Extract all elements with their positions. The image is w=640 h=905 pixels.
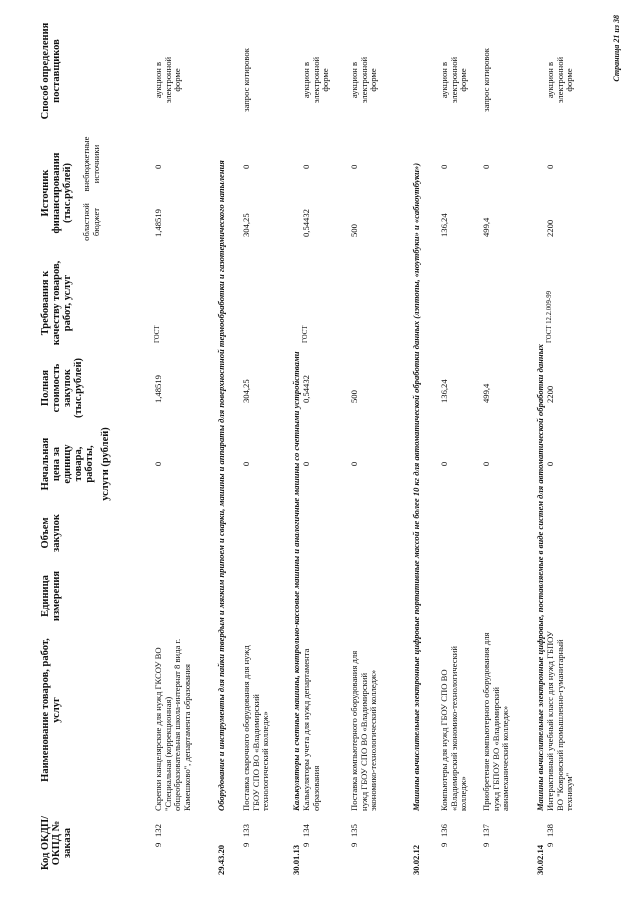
item-total: 0,54432 xyxy=(301,375,311,403)
item-regional: 499,4 xyxy=(481,217,491,237)
item-name: Приобретение компьютерного оборудования для нужд ГБПОУ ВО «Владимирский авиамеханический колледж» xyxy=(481,632,511,811)
order-group: 9 xyxy=(349,842,359,847)
item-method: аукцион в электронной форме xyxy=(301,56,331,104)
item-regional: 304,25 xyxy=(241,213,251,237)
item-total: 500 xyxy=(349,390,359,403)
section-name: Машины вычислительные электронные цифровые портативные массой не более 10 кг для автоматической обработки данных (лэптопы, «ноутбуки» и «сабноутбуки») xyxy=(411,162,421,811)
item-method: аукцион в электронной форме xyxy=(153,56,183,104)
order-group: 9 xyxy=(481,842,491,847)
item-price: 0 xyxy=(481,461,491,467)
item-extra: 0 xyxy=(545,164,555,169)
order-group: 9 xyxy=(439,842,449,847)
header-funding-extra: внебюджетные источники xyxy=(81,136,101,192)
header-funding-regional: областной бюджет xyxy=(81,203,101,241)
section-code: 30.02.12 xyxy=(411,844,421,875)
order-number: 133 xyxy=(241,824,251,837)
item-total: 136,24 xyxy=(439,379,449,403)
item-name: Скрепки канцелярские для нужд ГКСОУ ВО "Специальная (коррекционная) общеобразовательная школа-интернат 8 вида г. Камешково", департамента образования xyxy=(153,638,192,811)
section-name: Машины вычислительные электронные цифровые, поставляемые в виде систем для автоматической обработки данных xyxy=(535,344,545,811)
header-volume: Объем закупок xyxy=(40,514,62,552)
item-method: аукцион в электронной форме xyxy=(349,56,379,104)
item-extra: 0 xyxy=(241,164,251,169)
item-method: запрос котировок xyxy=(481,48,491,112)
header-price-sub: услуги (рублей) xyxy=(100,427,111,501)
item-total: 499,4 xyxy=(481,383,491,403)
item-total: 2200 xyxy=(545,385,555,403)
item-price: 0 xyxy=(241,461,251,467)
item-name: Компьютеры для нужд ГБОУ СПО ВО «Владимирский экономико-технологический колледж» xyxy=(439,646,469,811)
order-group: 9 xyxy=(545,842,555,847)
header-price: Начальная цена за единицу товара, работы, xyxy=(40,437,95,491)
item-method: аукцион в электронной форме xyxy=(545,56,575,104)
order-number: 136 xyxy=(439,824,449,837)
header-method: Способ определения поставщиков xyxy=(40,22,62,120)
item-regional: 0,54432 xyxy=(301,209,311,237)
item-extra: 0 xyxy=(481,164,491,169)
item-total: 1,48519 xyxy=(153,375,163,403)
order-group: 9 xyxy=(301,842,311,847)
order-number: 135 xyxy=(349,824,359,837)
item-name: Интерактивный учебный класс для нужд ГБПОУ ВО "Ковровский промышленно-гуманитарный техникум" xyxy=(545,631,575,811)
header-name: Наименование товаров, работ, услуг xyxy=(40,638,62,782)
item-name: Поставка компьютерного оборудования для нужд ГБОУ СПО ВО «Владимирский экономико-технологический колледж» xyxy=(349,650,379,811)
item-extra: 0 xyxy=(301,164,311,169)
header-funding: Источник финансирования (тыс.рублей) xyxy=(40,152,73,234)
section-name: Калькуляторы и счетные машины, контрольно-кассовые машины и аналогичные машины со счетными устройствами xyxy=(291,351,301,811)
header-unit: Единица измерения xyxy=(40,570,62,622)
header-code: Код ОКДП/ ОКПД № заказа xyxy=(40,815,73,871)
item-method: запрос котировок xyxy=(241,48,251,112)
item-quality: ГОСТ 12.2.009-99 xyxy=(546,291,553,343)
header-quality: Требования к качеству товаров, работ, услуг xyxy=(40,260,73,346)
item-regional: 1,48519 xyxy=(153,209,163,237)
item-total: 304,25 xyxy=(241,379,251,403)
section-code: 30.01.13 xyxy=(291,844,301,875)
item-name: Поставка сварочного оборудования для нужд ГБОУ СПО ВО «Владимирский технологический колледж» xyxy=(241,645,271,811)
item-price: 0 xyxy=(545,461,555,467)
item-price: 0 xyxy=(153,461,163,467)
item-extra: 0 xyxy=(349,164,359,169)
item-price: 0 xyxy=(301,461,311,467)
item-extra: 0 xyxy=(439,164,449,169)
section-name: Оборудование и инструменты для пайки твердым и мягким припоем и сварки, машины и аппараты для поверхностной термообработки и газотермического напыления xyxy=(216,160,226,811)
item-quality: ГОСТ xyxy=(302,325,309,343)
order-number: 132 xyxy=(153,824,163,837)
item-price: 0 xyxy=(349,461,359,467)
item-name: Калькуляторы учета для нужд департамента образования xyxy=(301,648,321,811)
item-quality: ГОСТ xyxy=(154,325,161,343)
order-group: 9 xyxy=(153,842,163,847)
section-code: 30.02.14 xyxy=(535,844,545,875)
order-number: 138 xyxy=(545,824,555,837)
order-number: 137 xyxy=(481,824,491,837)
item-price: 0 xyxy=(439,461,449,467)
item-regional: 2200 xyxy=(545,219,555,237)
item-regional: 136,24 xyxy=(439,213,449,237)
item-method: аукцион в электронной форме xyxy=(439,56,469,104)
page-footer: Страница 21 из 38 xyxy=(612,15,621,82)
item-regional: 500 xyxy=(349,224,359,237)
section-code: 29.43.20 xyxy=(216,844,226,875)
order-number: 134 xyxy=(301,824,311,837)
header-total: Полная стоимость закупок (тыс.рублей) xyxy=(40,357,84,419)
item-extra: 0 xyxy=(153,164,163,169)
order-group: 9 xyxy=(241,842,251,847)
